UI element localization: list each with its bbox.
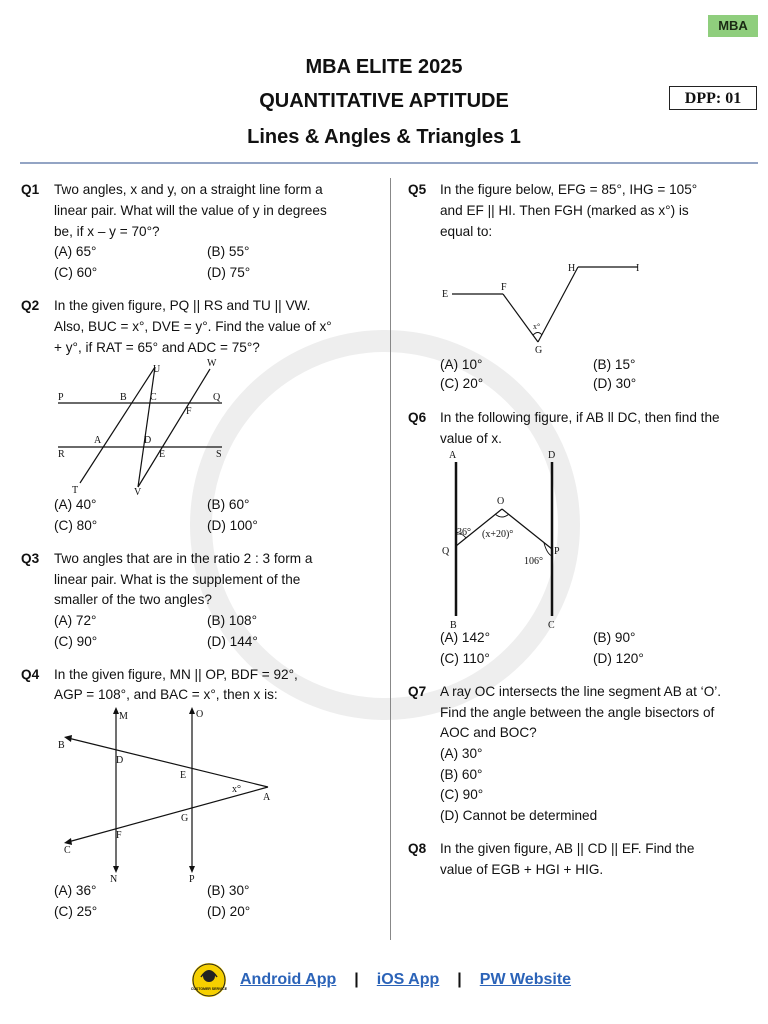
q5-option-d[interactable]: (D) 30°	[593, 376, 637, 391]
q6-label-x20: (x+20)°	[482, 529, 514, 540]
q3-option-c[interactable]: (C) 90°	[54, 634, 98, 649]
q5-figure	[440, 258, 650, 358]
pw-website-link[interactable]: PW Website	[479, 971, 572, 988]
q6-figure	[440, 448, 580, 633]
q2-text-line2: Also, BUC = x°, DVE = y°. Find the value of x°	[54, 319, 332, 334]
q5-label-h: H	[568, 263, 576, 274]
q5-text-line3: equal to:	[440, 224, 493, 239]
q4-label-d: D	[116, 755, 124, 766]
q2-option-b[interactable]: (B) 60°	[207, 497, 250, 512]
q2-label-w: W	[207, 358, 217, 369]
q2-label-q: Q	[213, 392, 221, 403]
q5-option-c[interactable]: (C) 20°	[440, 376, 484, 391]
q7-text-line2: Find the angle between the angle bisectors of	[440, 705, 715, 720]
page-title: MBA ELITE 2025	[305, 56, 463, 78]
q6-option-b[interactable]: (B) 90°	[593, 630, 636, 645]
q4-label-n: N	[110, 874, 118, 885]
q4-text-line1: In the given figure, MN || OP, BDF = 92°,	[54, 667, 298, 682]
q6-option-d[interactable]: (D) 120°	[593, 651, 644, 666]
q5-label-x: x°	[533, 322, 541, 331]
q6-label-106: 106°	[524, 556, 543, 567]
q7-option-a[interactable]: (A) 30°	[440, 746, 483, 761]
q2-label-t: T	[72, 485, 79, 496]
q3-text-line1: Two angles that are in the ratio 2 : 3 form a	[54, 551, 313, 566]
mba-badge: MBA	[708, 15, 758, 37]
q2-number: Q2	[21, 298, 40, 313]
q6-label-c: C	[548, 620, 555, 631]
q8-number: Q8	[408, 841, 427, 856]
android-app-link[interactable]: Android App	[240, 971, 337, 988]
q2-label-f: F	[186, 406, 192, 417]
q4-option-b[interactable]: (B) 30°	[207, 883, 250, 898]
q4-figure	[56, 705, 281, 885]
column-divider	[390, 178, 391, 940]
q5-label-g: G	[535, 345, 543, 356]
q6-label-q: Q	[442, 546, 450, 557]
q5-option-a[interactable]: (A) 10°	[440, 357, 483, 372]
q7-text-line1: A ray OC intersects the line segment AB at ‘O’.	[440, 684, 722, 699]
dpp-label: DPP: 01	[669, 86, 757, 110]
q4-label-m: M	[119, 711, 128, 722]
q2-label-c: C	[150, 392, 157, 403]
page-topic: Lines & Angles & Triangles 1	[247, 126, 521, 148]
q2-option-a[interactable]: (A) 40°	[54, 497, 97, 512]
q2-label-e: E	[159, 449, 166, 460]
q5-option-b[interactable]: (B) 15°	[593, 357, 636, 372]
q2-label-b: B	[120, 392, 127, 403]
q3-option-d[interactable]: (D) 144°	[207, 634, 258, 649]
q5-text-line2: and EF || HI. Then FGH (marked as x°) is	[440, 203, 689, 218]
q3-option-a[interactable]: (A) 72°	[54, 613, 97, 628]
q2-label-p: P	[58, 392, 64, 403]
q1-text-line2: linear pair. What will the value of y in degrees	[54, 203, 327, 218]
q6-label-o: O	[497, 496, 505, 507]
q2-figure	[50, 355, 240, 500]
ios-app-link[interactable]: iOS App	[376, 971, 440, 988]
q2-label-v: V	[134, 487, 142, 498]
q6-label-b: B	[450, 620, 457, 631]
q4-label-b: B	[58, 740, 65, 751]
q4-text-line2: AGP = 108°, and BAC = x°, then x is:	[54, 687, 278, 702]
q4-label-g: G	[181, 813, 189, 824]
q1-number: Q1	[21, 182, 40, 197]
footer-links	[192, 966, 612, 994]
q2-label-u: U	[153, 364, 161, 375]
q2-text-line3: + y°, if RAT = 65° and ADC = 75°?	[54, 340, 260, 355]
q4-label-c: C	[64, 845, 71, 856]
q1-option-b[interactable]: (B) 55°	[207, 244, 250, 259]
q7-option-c[interactable]: (C) 90°	[440, 787, 484, 802]
footer-separator-2: |	[457, 971, 462, 988]
q7-option-b[interactable]: (B) 60°	[440, 767, 483, 782]
page-subtitle: QUANTITATIVE APTITUDE	[259, 90, 509, 112]
customer-service-text: CUSTOMER SERVICE	[190, 987, 228, 991]
q3-text-line2: linear pair. What is the supplement of the	[54, 572, 301, 587]
q2-text-line1: In the given figure, PQ || RS and TU || VW.	[54, 298, 311, 313]
footer-separator-1: |	[354, 971, 359, 988]
q3-number: Q3	[21, 551, 40, 566]
q7-text-line3: AOC and BOC?	[440, 725, 537, 740]
q2-option-c[interactable]: (C) 80°	[54, 518, 98, 533]
q6-text-line2: value of x.	[440, 431, 502, 446]
q6-label-p: P	[554, 546, 560, 557]
q6-number: Q6	[408, 410, 427, 425]
q4-label-p: P	[189, 874, 195, 885]
q5-number: Q5	[408, 182, 427, 197]
q4-option-c[interactable]: (C) 25°	[54, 904, 98, 919]
q5-label-i: I	[636, 263, 640, 274]
q4-label-e: E	[180, 770, 187, 781]
q6-label-d: D	[548, 450, 556, 461]
q4-number: Q4	[21, 667, 40, 682]
q5-text-line1: In the figure below, EFG = 85°, IHG = 105°	[440, 182, 698, 197]
q1-text-line1: Two angles, x and y, on a straight line form a	[54, 182, 323, 197]
q4-option-d[interactable]: (D) 20°	[207, 904, 251, 919]
q1-option-d[interactable]: (D) 75°	[207, 265, 251, 280]
q1-option-c[interactable]: (C) 60°	[54, 265, 98, 280]
q3-text-line3: smaller of the two angles?	[54, 592, 212, 607]
q6-label-36: 36°	[457, 527, 471, 538]
q3-option-b[interactable]: (B) 108°	[207, 613, 258, 628]
q2-label-d: D	[144, 435, 152, 446]
q6-option-a[interactable]: (A) 142°	[440, 630, 491, 645]
q4-label-f: F	[116, 830, 122, 841]
q2-option-d[interactable]: (D) 100°	[207, 518, 258, 533]
q4-label-a: A	[263, 792, 271, 803]
customer-service-icon	[192, 963, 226, 997]
q4-label-x: x°	[232, 784, 241, 795]
q4-option-a[interactable]: (A) 36°	[54, 883, 97, 898]
q6-option-c[interactable]: (C) 110°	[440, 651, 490, 666]
q6-text-line1: In the following figure, if AB ll DC, then find the	[440, 410, 720, 425]
q7-number: Q7	[408, 684, 427, 699]
q7-option-d[interactable]: (D) Cannot be determined	[440, 808, 598, 823]
q5-label-e: E	[442, 289, 449, 300]
q1-text-line3: be, if x – y = 70°?	[54, 224, 160, 239]
q2-label-a: A	[94, 435, 102, 446]
q4-label-o: O	[196, 709, 204, 720]
q1-option-a[interactable]: (A) 65°	[54, 244, 97, 259]
q5-label-f: F	[501, 282, 507, 293]
q8-text-line2: value of EGB + HGI + HIG.	[440, 862, 604, 877]
q2-label-s: S	[216, 449, 222, 460]
q8-text-line1: In the given figure, AB || CD || EF. Find the	[440, 841, 695, 856]
header-divider	[20, 162, 758, 164]
q6-label-a: A	[449, 450, 457, 461]
q2-label-r: R	[58, 449, 65, 460]
